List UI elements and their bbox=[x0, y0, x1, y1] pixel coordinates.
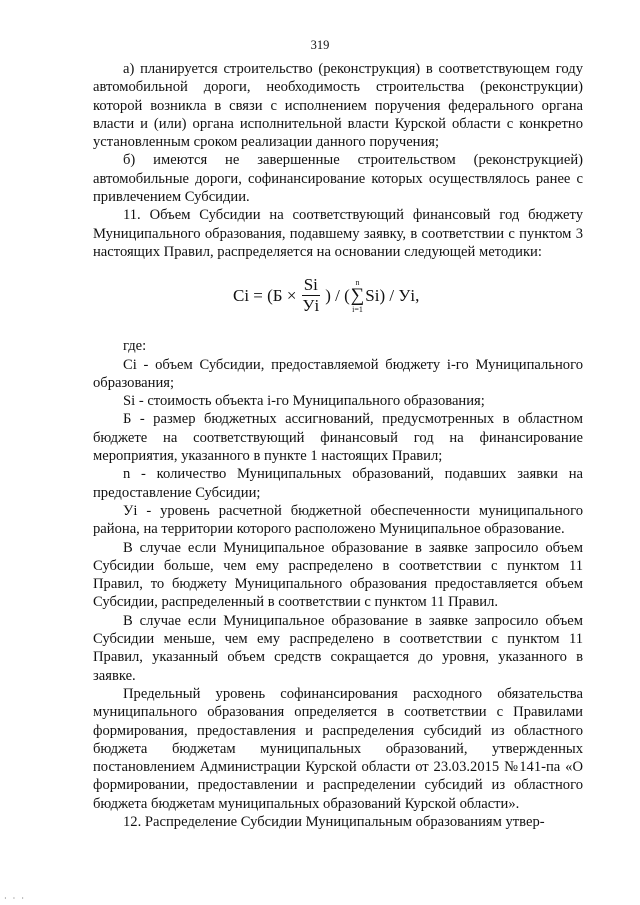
definition-yi: Уi - уровень расчетной бюджетной обеспеченности муниципального района, на территории которого расположено Муниципальное образование. bbox=[93, 502, 583, 538]
formula-middle: ) / ( bbox=[325, 285, 350, 305]
document-body bbox=[93, 60, 583, 831]
definition-si: Si - стоимость объекта i-го Муниципального образования; bbox=[123, 393, 485, 410]
sigma-symbol: ∑ bbox=[350, 284, 365, 306]
paragraph-cofinancing-level: Предельный уровень софинансирования расходного обязательства муниципального образования определяется в соответствии с Правилами формирования, предоставления и распределения субсидий из областного бюджета бюджетам муниципальных образований, утвержденных постановлением Администрации Курской области от 23.03.2015 №141-па «О формировании, предоставлении и распределении субсидий из областного бюджета бюджетам муниципальных образований Курской области». bbox=[93, 685, 583, 812]
paragraph-clause-11: 11. Объем Субсидии на соответствующий финансовый год бюджету Муниципального образования, подавшему заявку, в соответствии с пунктом 3 настоящих Правил, распределяется на основании следующей методики: bbox=[93, 207, 583, 260]
sum-lower-limit: i=1 bbox=[352, 304, 363, 314]
sum-operator bbox=[351, 278, 365, 314]
fraction-denominator: Уi bbox=[302, 296, 320, 316]
definition-b: Б - размер бюджетных ассигнований, предусмотренных в областном бюджете на соответствующий финансовый год на финансирование мероприятия, указанного в пункте 1 настоящих Правил; bbox=[93, 411, 583, 465]
paragraph-item-b: б) имеются не завершенные строительством (реконструкцией) автомобильные дороги, софинансирование которых осуществлялось ранее с привлечением Субсидии. bbox=[93, 152, 583, 206]
fraction-numerator: Si bbox=[303, 275, 318, 295]
where-label: где: bbox=[123, 338, 147, 355]
paragraph-item-a: а) планируется строительство (реконструкция) в соответствующем году автомобильной дороги, необходимость строительства (реконструкции) которой возникла в связи с исполнением поручения федерального органа власти и (или) органа исполнительной власти Курской области с конкретно установленным сроком реализации данного поручения; bbox=[93, 61, 583, 151]
paragraph-clause-12: 12. Распределение Субсидии Муниципальным образованиям утвер- bbox=[123, 813, 545, 830]
formula-lhs: Ci = (Б × bbox=[233, 285, 297, 305]
formula-fraction bbox=[300, 275, 321, 316]
formula-tail: Si) / Уi, bbox=[365, 285, 420, 305]
sum-upper-limit: n bbox=[355, 277, 360, 287]
definition-ci: Ci - объем Субсидии, предоставляемой бюджету i-го Муниципального образования; bbox=[93, 356, 583, 391]
subsidy-formula bbox=[93, 261, 583, 333]
scan-edge-marks: · · · bbox=[4, 894, 26, 903]
page-number: 319 bbox=[310, 38, 330, 52]
definition-n: n - количество Муниципальных образований, подавших заявки на предоставление Субсидии; bbox=[93, 466, 583, 501]
paragraph-less-requested: В случае если Муниципальное образование в заявке запросило объем Субсидии меньше, чем ему распределено в соответствии с пунктом 11 Правил, указанный объем средств сокращается до уровня, указанного в заявке. bbox=[93, 612, 583, 684]
paragraph-more-requested: В случае если Муниципальное образование в заявке запросило объем Субсидии больше, чем ему распределено в соответствии с пунктом 11 Правил, то бюджету Муниципального образования предоставляется объем Субсидии, распределенный в соответствии с пунктом 11 Правил. bbox=[93, 539, 583, 611]
